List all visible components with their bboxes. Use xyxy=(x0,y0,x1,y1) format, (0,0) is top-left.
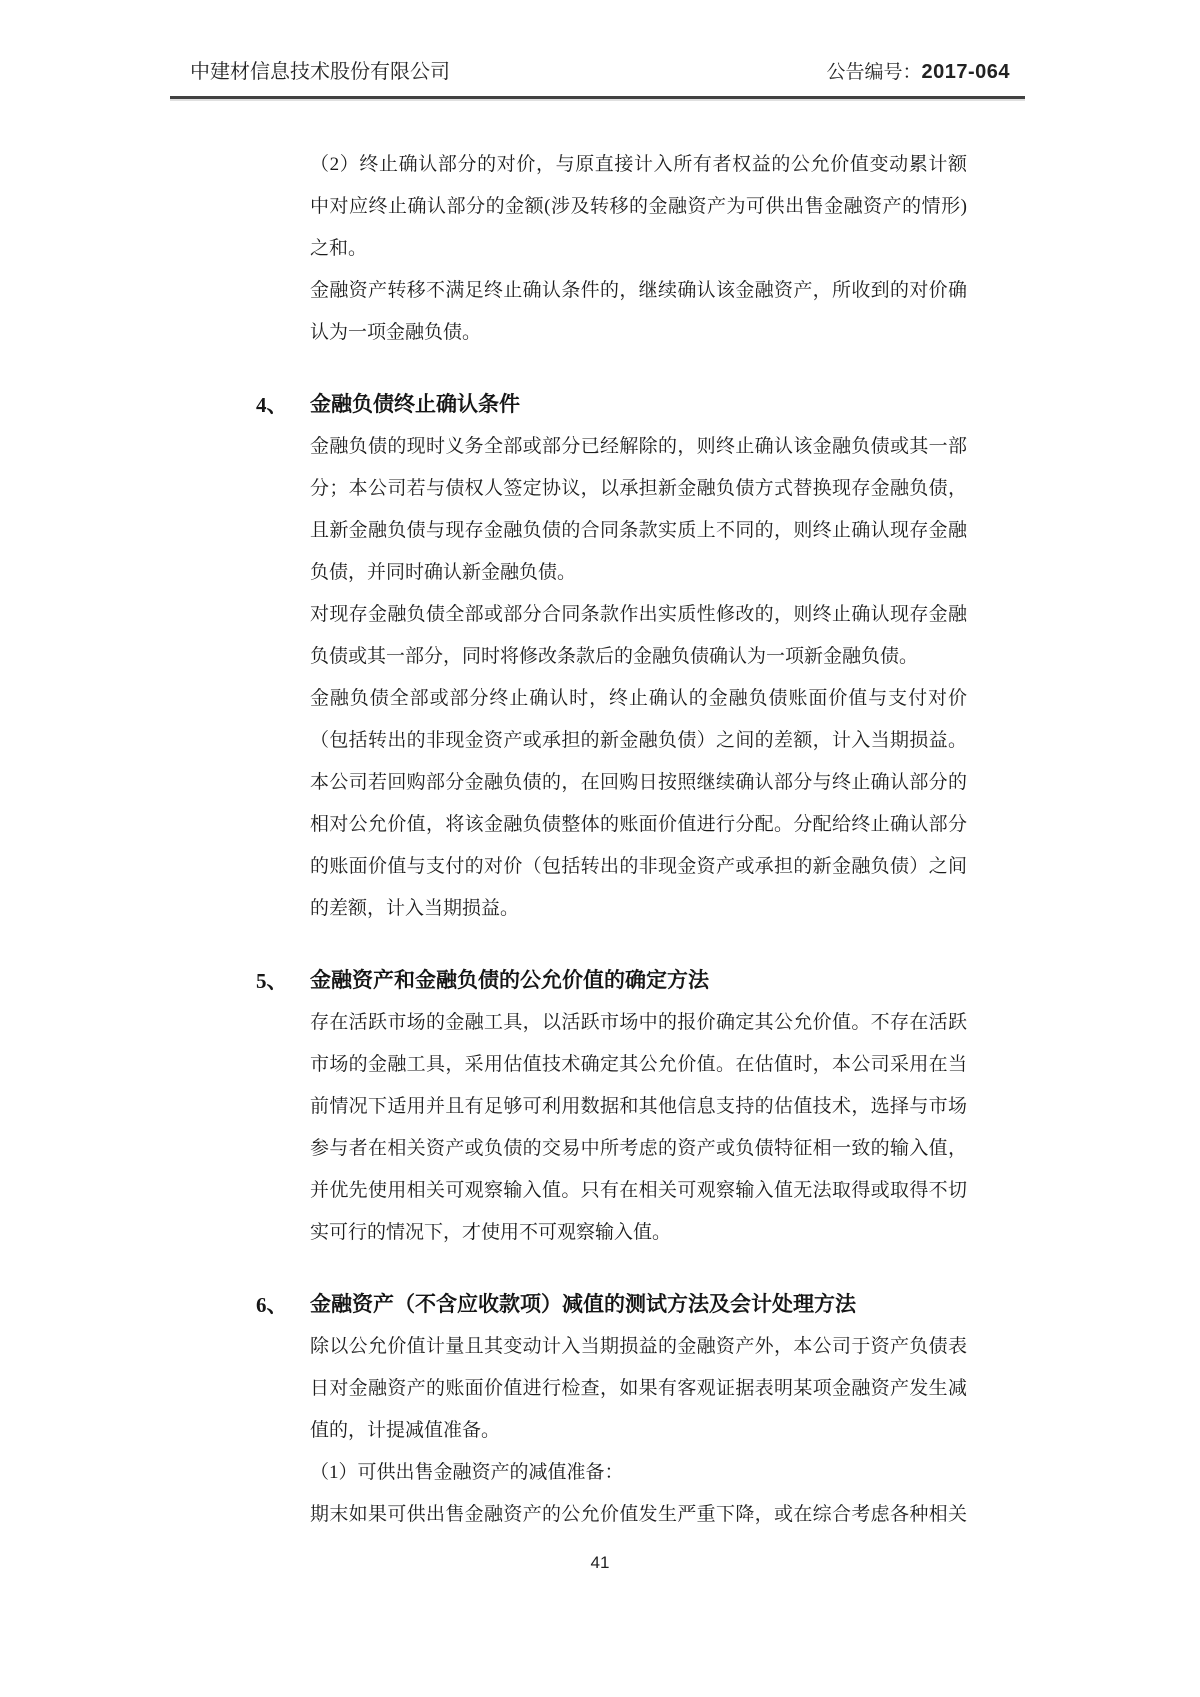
page-number: 41 xyxy=(590,1553,610,1572)
body-line: （1）可供出售金融资产的减值准备： xyxy=(310,1462,624,1483)
body-line: 中对应终止确认部分的金额(涉及转移的金融资产为可供出售金融资产的情形) xyxy=(310,196,967,217)
announcement-number: 2017-064 xyxy=(921,61,1010,83)
body-line: 本公司若回购部分金融负债的，在回购日按照继续确认部分与终止确认部分的 xyxy=(310,772,967,793)
body-line: 的账面价值与支付的对价（包括转出的非现金资产或承担的新金融负债）之间 xyxy=(310,856,967,877)
body-line: 相对公允价值，将该金融负债整体的账面价值进行分配。分配给终止确认部分 xyxy=(310,814,967,835)
body-line: 存在活跃市场的金融工具，以活跃市场中的报价确定其公允价值。不存在活跃 xyxy=(310,1012,967,1033)
body-line: 分；本公司若与债权人签定协议，以承担新金融负债方式替换现存金融负债， xyxy=(310,478,967,499)
announcement-label: 公告编号： xyxy=(826,62,922,83)
section-6-body xyxy=(310,1326,967,1536)
body-line: 市场的金融工具，采用估值技术确定其公允价值。在估值时，本公司采用在当 xyxy=(310,1054,967,1075)
body-line: 金融负债全部或部分终止确认时，终止确认的金融负债账面价值与支付对价 xyxy=(310,688,967,709)
body-line: 金融负债的现时义务全部或部分已经解除的，则终止确认该金融负债或其一部 xyxy=(310,436,967,457)
section-number: 5、 xyxy=(256,969,288,993)
body-line: 对现存金融负债全部或部分合同条款作出实质性修改的，则终止确认现存金融 xyxy=(310,604,967,625)
body-line: 实可行的情况下，才使用不可观察输入值。 xyxy=(310,1222,672,1243)
section-number: 4、 xyxy=(256,393,288,417)
body-line: 日对金融资产的账面价值进行检查，如果有客观证据表明某项金融资产发生减 xyxy=(310,1378,967,1399)
section-4-body xyxy=(310,426,967,930)
section-title: 金融资产和金融负债的公允价值的确定方法 xyxy=(310,969,709,992)
intro-paragraph xyxy=(310,144,967,354)
section-5-body xyxy=(310,1002,967,1254)
section-title: 金融负债终止确认条件 xyxy=(310,393,520,416)
section-heading-6 xyxy=(256,1284,967,1326)
body-line: 参与者在相关资产或负债的交易中所考虑的资产或负债特征相一致的输入值， xyxy=(310,1138,967,1159)
section-title: 金融资产（不含应收款项）减值的测试方法及会计处理方法 xyxy=(310,1293,856,1316)
announcement-id xyxy=(826,58,1010,87)
section-number: 6、 xyxy=(256,1293,288,1317)
body-line: 认为一项金融负债。 xyxy=(310,322,482,343)
page-header xyxy=(0,0,1200,87)
body-line: 负债，并同时确认新金融负债。 xyxy=(310,562,577,583)
body-line: 之和。 xyxy=(310,238,368,259)
document-body xyxy=(256,144,967,1536)
section-heading-4 xyxy=(256,384,967,426)
body-line: 除以公允价值计量且其变动计入当期损益的金融资产外，本公司于资产负债表 xyxy=(310,1336,967,1357)
body-line: （2）终止确认部分的对价，与原直接计入所有者权益的公允价值变动累计额 xyxy=(310,154,967,175)
body-line: （包括转出的非现金资产或承担的新金融负债）之间的差额，计入当期损益。 xyxy=(310,730,967,751)
body-line: 负债或其一部分，同时将修改条款后的金融负债确认为一项新金融负债。 xyxy=(310,646,919,667)
company-name: 中建材信息技术股份有限公司 xyxy=(190,61,450,83)
body-line: 并优先使用相关可观察输入值。只有在相关可观察输入值无法取得或取得不切 xyxy=(310,1180,967,1201)
body-line: 的差额，计入当期损益。 xyxy=(310,898,520,919)
body-line: 且新金融负债与现存金融负债的合同条款实质上不同的，则终止确认现存金融 xyxy=(310,520,967,541)
body-line: 期末如果可供出售金融资产的公允价值发生严重下降，或在综合考虑各种相关 xyxy=(310,1504,967,1525)
section-heading-5 xyxy=(256,960,967,1002)
body-line: 前情况下适用并且有足够可利用数据和其他信息支持的估值技术，选择与市场 xyxy=(310,1096,967,1117)
body-line: 金融资产转移不满足终止确认条件的，继续确认该金融资产，所收到的对价确 xyxy=(310,280,967,301)
header-divider xyxy=(170,96,1025,99)
body-line: 值的，计提减值准备。 xyxy=(310,1420,501,1441)
